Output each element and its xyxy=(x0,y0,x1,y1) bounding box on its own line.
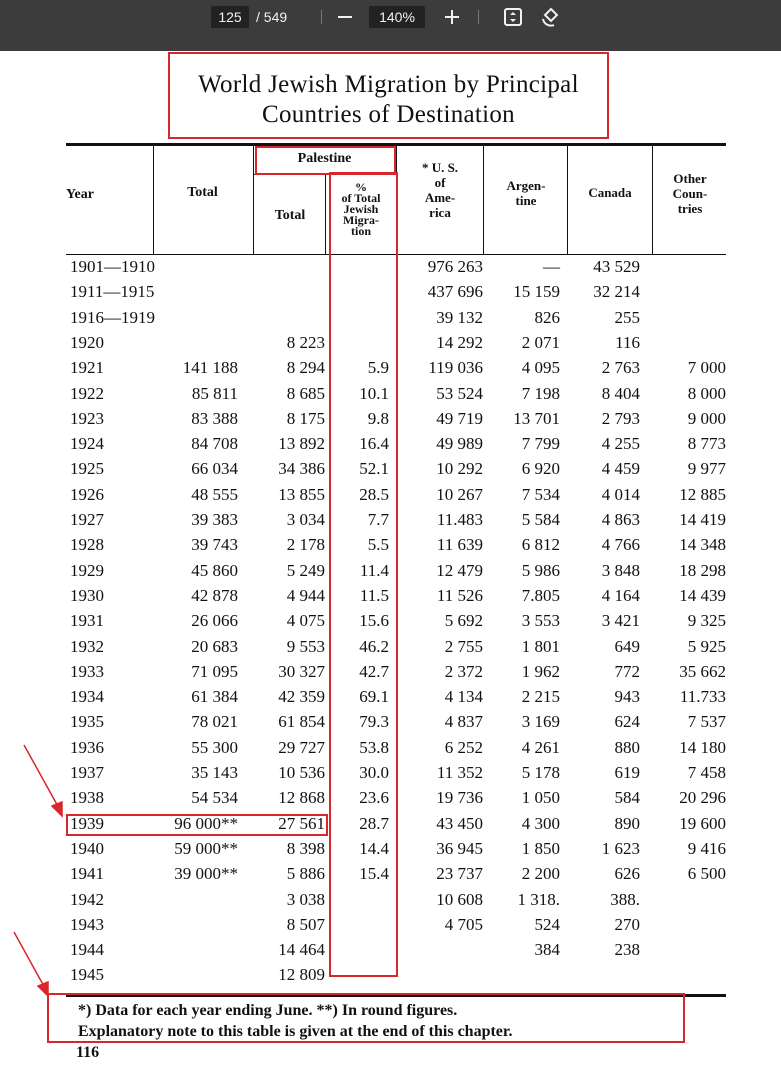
cell-canada: 4 014 xyxy=(601,484,640,504)
header-total: Total xyxy=(187,185,218,200)
cell-year: 1944 xyxy=(70,940,104,960)
cell-usa: 19 736 xyxy=(436,788,483,808)
cell-palestine-percent: 30.0 xyxy=(359,763,389,782)
header-other-l1: Other xyxy=(673,171,707,186)
cell-argentine: 7 799 xyxy=(521,434,560,454)
cell-canada: 1 623 xyxy=(601,838,640,858)
cell-usa: 4 837 xyxy=(444,712,483,732)
header-palestine-total: Total xyxy=(274,208,306,223)
cell-argentine: 1 801 xyxy=(521,636,560,656)
cell-year: 1925 xyxy=(70,459,104,479)
cell-usa: 39 132 xyxy=(436,307,483,327)
cell-palestine-total: 13 855 xyxy=(278,484,325,504)
header-us-l1: * U. S. xyxy=(421,160,459,175)
cell-other: 9 325 xyxy=(687,611,726,631)
zoom-level-input[interactable]: 140% xyxy=(369,6,425,28)
arrow-to-1939-line xyxy=(24,745,60,810)
cell-palestine-total: 8 223 xyxy=(286,332,325,352)
cell-palestine-total: 10 536 xyxy=(278,763,325,782)
arrow-to-footnote-head xyxy=(38,982,48,996)
cell-usa: 11 352 xyxy=(436,763,483,782)
cell-palestine-total: 34 386 xyxy=(278,459,325,479)
cell-year: 1939 xyxy=(70,813,104,833)
cell-other: 9 977 xyxy=(687,459,726,479)
cell-palestine-total: 5 886 xyxy=(286,864,325,884)
cell-canada: 238 xyxy=(614,940,640,960)
cell-palestine-total: 8 685 xyxy=(286,383,325,403)
cell-canada: 649 xyxy=(614,636,640,656)
cell-palestine-total: 29 727 xyxy=(278,737,325,757)
cell-palestine-percent: 53.8 xyxy=(359,737,389,757)
cell-palestine-total: 5 249 xyxy=(286,560,325,580)
cell-total: 48 555 xyxy=(191,484,238,504)
cell-total: 20 683 xyxy=(191,636,238,656)
cell-palestine-percent: 5.5 xyxy=(367,535,389,555)
cell-palestine-percent: 79.3 xyxy=(359,712,389,732)
cell-total: 96 000** xyxy=(174,813,238,833)
page-number: 116 xyxy=(76,1044,100,1061)
cell-other: 7 458 xyxy=(687,763,726,782)
cell-palestine-total: 3 038 xyxy=(286,889,325,909)
cell-palestine-percent: 11.4 xyxy=(359,560,389,580)
cell-usa: 2 372 xyxy=(444,661,483,681)
cell-usa: 10 608 xyxy=(436,889,483,909)
cell-other: 6 500 xyxy=(687,864,726,884)
cell-year: 1942 xyxy=(70,889,104,909)
cell-palestine-total: 30 327 xyxy=(278,661,325,681)
cell-year: 1927 xyxy=(70,510,104,529)
cell-year: 1921 xyxy=(70,358,104,378)
cell-palestine-total: 14 464 xyxy=(278,940,325,960)
cell-argentine: 2 200 xyxy=(521,864,560,884)
cell-total: 83 388 xyxy=(191,408,238,428)
cell-argentine: 5 178 xyxy=(521,763,560,782)
cell-usa: 2 755 xyxy=(444,636,483,656)
cell-argentine: — xyxy=(543,257,560,276)
cell-argentine: 384 xyxy=(534,940,560,960)
page-count: / 549 xyxy=(256,9,288,25)
cell-palestine-percent: 46.2 xyxy=(359,636,389,656)
cell-year: 1923 xyxy=(70,408,104,428)
cell-argentine: 6 812 xyxy=(521,535,560,555)
footnote-line-1: *) Data for each year ending June. **) In round figures. xyxy=(78,1002,458,1019)
header-percent-l2: of Total xyxy=(341,191,381,205)
cell-year: 1938 xyxy=(70,788,104,808)
cell-palestine-total: 8 398 xyxy=(286,838,325,858)
header-argentine-l2: tine xyxy=(515,193,537,208)
cell-palestine-total: 4 944 xyxy=(286,585,325,605)
cell-total: 55 300 xyxy=(191,737,238,757)
cell-year: 1924 xyxy=(70,434,104,454)
cell-usa: 437 696 xyxy=(427,282,483,302)
cell-canada: 255 xyxy=(614,307,640,327)
cell-argentine: 13 701 xyxy=(513,408,560,428)
cell-palestine-total: 8 294 xyxy=(286,358,325,378)
cell-year: 1933 xyxy=(70,661,104,681)
cell-argentine: 7 198 xyxy=(521,383,560,403)
cell-usa: 10 267 xyxy=(436,484,483,504)
cell-palestine-percent: 28.5 xyxy=(359,484,389,504)
cell-palestine-percent: 69.1 xyxy=(359,687,389,707)
cell-usa: 5 692 xyxy=(444,611,483,631)
cell-argentine: 5 986 xyxy=(521,560,560,580)
cell-usa: 14 292 xyxy=(436,332,483,352)
cell-year: 1930 xyxy=(70,585,104,605)
header-percent-l1: % xyxy=(355,180,367,194)
cell-year: 1940 xyxy=(70,838,104,858)
footnote-line-2: Explanatory note to this table is given at the end of this chapter. xyxy=(78,1023,513,1040)
header-argentine-l1: Argen- xyxy=(506,178,546,193)
cell-year: 1937 xyxy=(70,763,104,782)
header-other-l3: tries xyxy=(677,201,703,216)
cell-usa: 11.483 xyxy=(436,510,483,529)
header-canada: Canada xyxy=(588,185,632,200)
cell-other: 8 773 xyxy=(687,434,726,454)
cell-canada: 880 xyxy=(614,737,640,757)
cell-argentine: 1 050 xyxy=(521,788,560,808)
cell-canada: 43 529 xyxy=(593,257,640,276)
cell-other: 7 000 xyxy=(687,358,726,378)
cell-total: 61 384 xyxy=(191,687,238,707)
cell-total: 59 000** xyxy=(174,838,238,858)
cell-year: 1935 xyxy=(70,712,104,732)
cell-total: 84 708 xyxy=(191,434,238,454)
cell-palestine-percent: 5.9 xyxy=(367,358,389,378)
header-us-l3: Ame- xyxy=(424,190,456,205)
cell-argentine: 1 962 xyxy=(521,661,560,681)
arrow-to-footnote-line xyxy=(14,932,46,990)
cell-usa: 976 263 xyxy=(427,257,483,276)
cell-palestine-total: 27 561 xyxy=(278,813,325,833)
cell-canada: 4 255 xyxy=(601,434,640,454)
cell-canada: 584 xyxy=(614,788,640,808)
cell-total: 78 021 xyxy=(191,712,238,732)
cell-argentine: 4 261 xyxy=(521,737,560,757)
cell-argentine: 4 095 xyxy=(521,358,560,378)
cell-total: 66 034 xyxy=(191,459,238,479)
cell-argentine: 3 553 xyxy=(521,611,560,631)
cell-other: 35 662 xyxy=(679,661,726,681)
cell-usa: 119 036 xyxy=(428,358,483,378)
cell-argentine: 2 071 xyxy=(521,332,560,352)
cell-palestine-total: 42 359 xyxy=(278,687,325,707)
cell-canada: 626 xyxy=(614,864,640,884)
header-other-l2: Coun- xyxy=(672,186,708,201)
cell-canada: 619 xyxy=(614,763,640,782)
cell-usa: 36 945 xyxy=(436,838,483,858)
cell-usa: 12 479 xyxy=(436,560,483,580)
header-us-l2: of xyxy=(434,175,446,190)
cell-canada: 4 459 xyxy=(601,459,640,479)
cell-usa: 6 252 xyxy=(444,737,483,757)
cell-usa: 43 450 xyxy=(436,813,483,833)
table-footnote xyxy=(78,1000,513,1042)
cell-usa: 49 719 xyxy=(436,408,483,428)
cell-canada: 3 421 xyxy=(601,611,640,631)
cell-canada: 116 xyxy=(615,332,640,352)
cell-other: 7 537 xyxy=(687,712,726,732)
arrow-to-1939-head xyxy=(52,802,62,816)
cell-palestine-total: 2 178 xyxy=(286,535,325,555)
cell-total: 141 188 xyxy=(182,358,238,378)
cell-usa: 53 524 xyxy=(436,383,483,403)
cell-canada: 772 xyxy=(614,661,640,681)
cell-argentine: 524 xyxy=(534,914,560,934)
cell-argentine: 6 920 xyxy=(521,459,560,479)
cell-palestine-total: 3 034 xyxy=(286,510,325,529)
cell-palestine-total: 8 507 xyxy=(286,914,325,934)
cell-other: 20 296 xyxy=(679,788,726,808)
cell-year: 1932 xyxy=(70,636,104,656)
cell-palestine-percent: 42.7 xyxy=(359,661,389,681)
cell-total: 42 878 xyxy=(191,585,238,605)
cell-palestine-percent: 11.5 xyxy=(359,585,389,605)
cell-year: 1926 xyxy=(70,484,104,504)
cell-palestine-total: 4 075 xyxy=(286,611,325,631)
cell-total: 71 095 xyxy=(191,661,238,681)
cell-argentine: 3 169 xyxy=(521,712,560,732)
cell-canada: 32 214 xyxy=(593,282,640,302)
cell-palestine-total: 12 809 xyxy=(278,965,325,985)
header-palestine: Palestine xyxy=(297,151,352,166)
cell-palestine-percent: 10.1 xyxy=(359,383,389,403)
header-percent-l3: Jewish xyxy=(343,202,379,216)
cell-canada: 4 164 xyxy=(601,585,640,605)
cell-other: 9 000 xyxy=(687,408,726,428)
cell-usa: 23 737 xyxy=(436,864,483,884)
cell-palestine-percent: 15.4 xyxy=(359,864,389,884)
cell-other: 14 348 xyxy=(679,535,726,555)
cell-year: 1922 xyxy=(70,383,104,403)
cell-canada: 890 xyxy=(614,813,640,833)
cell-palestine-percent: 23.6 xyxy=(359,788,389,808)
cell-canada: 2 793 xyxy=(601,408,640,428)
cell-argentine: 1 850 xyxy=(521,838,560,858)
header-percent-l5: tion xyxy=(350,224,371,238)
cell-total: 39 743 xyxy=(191,535,238,555)
cell-other: 19 600 xyxy=(679,813,726,833)
cell-canada: 4 766 xyxy=(601,535,640,555)
cell-other: 14 439 xyxy=(679,585,726,605)
title-line-2: Countries of Destination xyxy=(261,101,515,128)
cell-palestine-percent: 52.1 xyxy=(359,459,389,479)
cell-other: 18 298 xyxy=(679,560,726,580)
cell-canada: 4 863 xyxy=(601,510,640,529)
cell-year: 1928 xyxy=(70,535,104,555)
cell-year: 1945 xyxy=(70,965,104,985)
cell-palestine-total: 13 892 xyxy=(278,434,325,454)
cell-canada: 624 xyxy=(614,712,640,732)
cell-canada: 943 xyxy=(614,687,640,707)
cell-total: 39 000** xyxy=(174,864,238,884)
cell-usa: 49 989 xyxy=(436,434,483,454)
cell-usa: 4 134 xyxy=(444,687,483,707)
cell-year: 1943 xyxy=(70,914,104,934)
cell-palestine-percent: 14.4 xyxy=(359,838,389,858)
cell-total: 54 534 xyxy=(191,788,238,808)
cell-other: 11.733 xyxy=(679,687,726,707)
cell-usa: 11 639 xyxy=(436,535,483,555)
cell-canada: 8 404 xyxy=(601,383,640,403)
cell-argentine: 15 159 xyxy=(513,282,560,302)
cell-palestine-total: 12 868 xyxy=(278,788,325,808)
cell-canada: 270 xyxy=(614,914,640,934)
cell-palestine-total: 9 553 xyxy=(286,636,325,656)
cell-palestine-percent: 9.8 xyxy=(367,408,389,428)
cell-usa: 4 705 xyxy=(444,914,483,934)
cell-palestine-percent: 15.6 xyxy=(359,611,389,631)
cell-year: 1916—1919 xyxy=(70,307,155,327)
cell-year: 1931 xyxy=(70,611,104,631)
header-year: Year xyxy=(66,187,94,202)
cell-total: 45 860 xyxy=(191,560,238,580)
cell-palestine-total: 61 854 xyxy=(278,712,325,732)
cell-argentine: 7 534 xyxy=(521,484,560,504)
cell-year: 1929 xyxy=(70,560,104,580)
cell-total: 35 143 xyxy=(191,763,238,782)
header-percent-l4: Migra- xyxy=(343,213,379,227)
cell-argentine: 5 584 xyxy=(521,510,560,529)
cell-other: 9 416 xyxy=(687,838,726,858)
cell-canada: 2 763 xyxy=(601,358,640,378)
cell-year: 1941 xyxy=(70,864,104,884)
cell-total: 39 383 xyxy=(191,510,238,529)
cell-canada: 3 848 xyxy=(601,560,640,580)
cell-argentine: 2 215 xyxy=(521,687,560,707)
cell-other: 12 885 xyxy=(679,484,726,504)
cell-palestine-percent: 16.4 xyxy=(359,434,389,454)
cell-canada: 388. xyxy=(610,889,640,909)
cell-usa: 11 526 xyxy=(436,585,483,605)
cell-total: 26 066 xyxy=(191,611,238,631)
header-us-l4: rica xyxy=(429,205,451,220)
cell-other: 14 419 xyxy=(679,510,726,529)
cell-usa: 10 292 xyxy=(436,459,483,479)
cell-other: 8 000 xyxy=(687,383,726,403)
cell-year: 1901—1910 xyxy=(70,257,155,276)
cell-argentine: 7.805 xyxy=(521,585,560,605)
cell-argentine: 826 xyxy=(534,307,560,327)
cell-year: 1936 xyxy=(70,737,104,757)
cell-year: 1920 xyxy=(70,332,104,352)
cell-total: 85 811 xyxy=(191,383,238,403)
cell-other: 14 180 xyxy=(679,737,726,757)
cell-palestine-total: 8 175 xyxy=(286,408,325,428)
title-line-1: World Jewish Migration by Principal xyxy=(198,71,579,98)
cell-palestine-percent: 28.7 xyxy=(359,813,389,833)
cell-argentine: 4 300 xyxy=(521,813,560,833)
cell-year: 1934 xyxy=(70,687,104,707)
cell-other: 5 925 xyxy=(687,636,726,656)
cell-year: 1911—1915 xyxy=(70,282,155,302)
cell-argentine: 1 318. xyxy=(517,889,560,909)
cell-palestine-percent: 7.7 xyxy=(367,510,389,529)
page-number-input[interactable]: 125 xyxy=(211,6,249,28)
